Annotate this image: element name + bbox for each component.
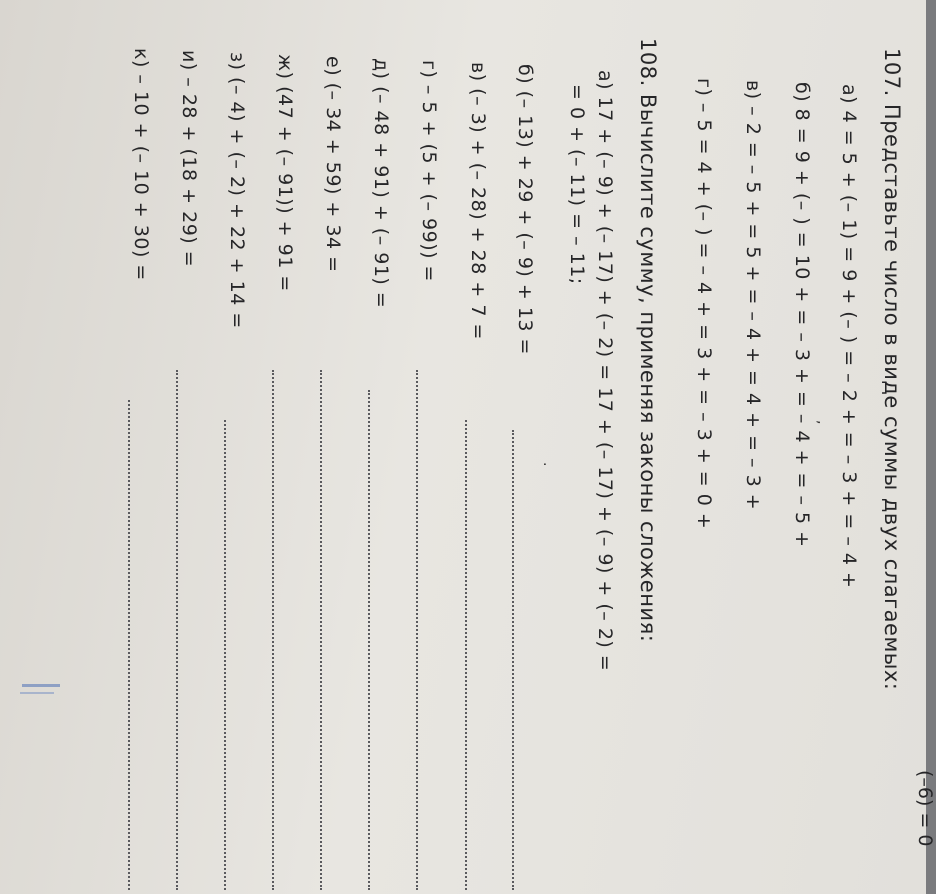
exercise-107-row-b: б) 8 = 9 + (– ) = 10 + = – 3 + = – 4 + = – 5 +	[791, 82, 813, 548]
answer-line-d	[368, 390, 370, 890]
previous-exercise-fragment: (–6) = 0	[914, 770, 936, 847]
pencil-mark: ,	[814, 420, 830, 425]
exercise-108-z: з) (– 4) + (– 2) + 22 + 14 =	[226, 52, 248, 329]
exercise-107-row-a: а) 4 = 5 + (– 1) = 9 + (– ) = – 2 + = – 3 + = – 4 +	[838, 84, 860, 589]
answer-line-zh	[272, 370, 274, 890]
bookmark-edge-mark	[22, 684, 60, 687]
exercise-108-heading: 108. Вычислите сумму, применяя законы сложения:	[636, 38, 660, 643]
exercise-108-k: к) – 10 + (– 10 + 30) =	[130, 48, 152, 281]
exercise-108-a-line2: = 0 + (– 11) = – 11;	[566, 84, 588, 285]
exercise-107-heading: 107. Представьте число в виде суммы двух слагаемых:	[880, 48, 904, 691]
exercise-108-b: б) (– 13) + 29 + (– 9) + 13 =	[514, 64, 536, 355]
answer-line-g	[416, 370, 418, 890]
pencil-mark: .	[540, 462, 556, 467]
answer-line-e	[320, 370, 322, 890]
exercise-107-row-g: г) – 5 = 4 + (– ) = – 4 + = 3 + = – 3 + = 0 +	[693, 78, 715, 530]
answer-line-v	[465, 420, 467, 890]
exercise-108-e: е) (– 34 + 59) + 34 =	[322, 56, 344, 273]
exercise-108-i: и) – 28 + (18 + 29) =	[178, 50, 200, 268]
exercise-108-zh: ж) (47 + (– 91)) + 91 =	[274, 54, 296, 292]
answer-line-i	[176, 370, 178, 890]
exercise-108-v: в) (– 3) + (– 28) + 28 + 7 =	[467, 62, 489, 340]
bookmark-edge-mark	[20, 692, 54, 694]
answer-line-z	[224, 420, 226, 890]
answer-line-b	[512, 430, 514, 890]
exercise-108-d: д) (– 48 + 91) + (– 91) =	[370, 58, 392, 309]
exercise-108-a-line1: а) 17 + (– 9) + (– 17) + (– 2) = 17 + (– 17) + (– 9) + (– 2) =	[594, 70, 616, 672]
answer-line-k	[128, 400, 130, 890]
exercise-107-row-v: в) – 2 = – 5 + = 5 + = – 4 + = 4 + = – 3 +	[742, 80, 764, 511]
exercise-108-g: г) – 5 + (5 + (– 99)) =	[418, 60, 440, 282]
